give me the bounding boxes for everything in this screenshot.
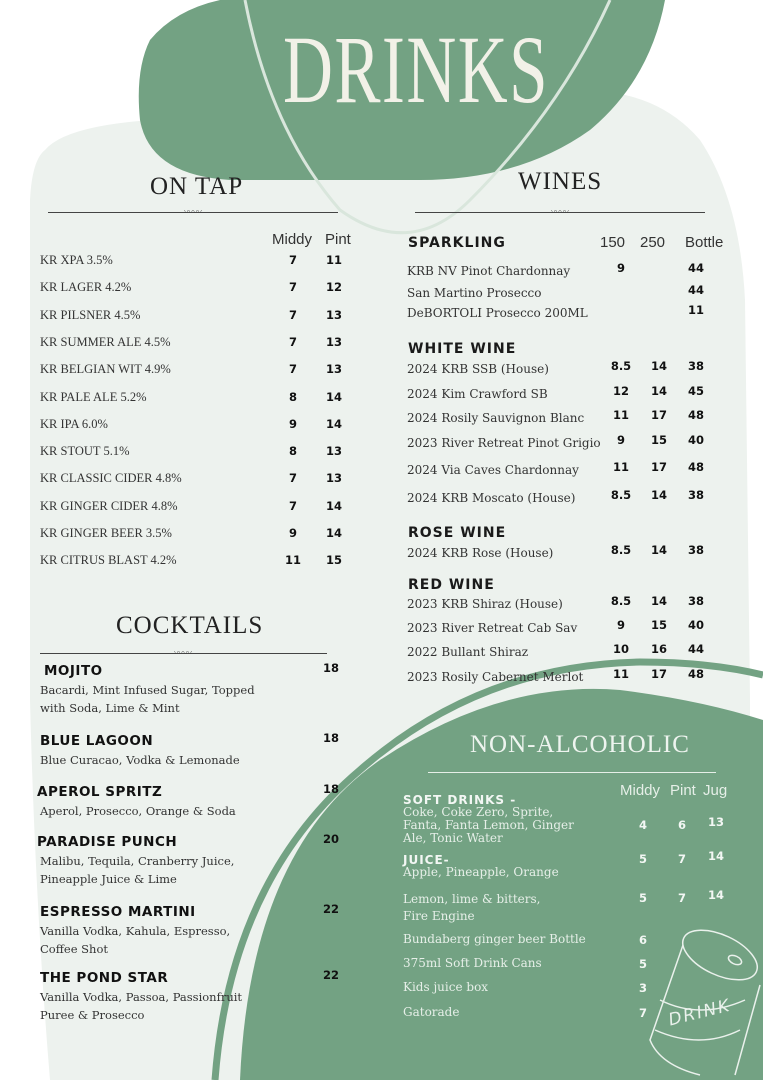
- tap-item-name: KR LAGER 4.2%: [40, 280, 132, 295]
- wine-item-name: 2024 Kim Crawford SB: [407, 387, 548, 401]
- wine-price-250: 14: [650, 384, 668, 398]
- wine-section-heading: ROSE WINE: [408, 525, 507, 541]
- wine-price-150: 9: [616, 261, 626, 275]
- tap-item-middy: 11: [284, 553, 302, 568]
- cocktail-description: Malibu, Tequila, Cranberry Juice, Pineapple Juice & Lime: [40, 854, 235, 886]
- na-price-middy: 4: [638, 818, 648, 832]
- na-price-middy: 7: [638, 1006, 648, 1020]
- na-price-pint: 7: [677, 852, 687, 866]
- wine-price-150: 8.5: [610, 359, 632, 373]
- tap-item-middy: 8: [288, 389, 298, 404]
- col-jug-na: Jug: [703, 782, 728, 799]
- cocktail-price: 22: [322, 902, 340, 916]
- na-price-pint: 7: [677, 891, 687, 905]
- wine-price-bottle: 38: [687, 488, 705, 502]
- wine-price-250: 15: [650, 618, 668, 632]
- wine-price-250: 15: [650, 433, 668, 447]
- cocktail-price: 20: [322, 832, 340, 846]
- na-price-jug: 13: [707, 815, 725, 829]
- wine-price-bottle: 44: [687, 261, 705, 275]
- tap-item-middy: 9: [288, 526, 298, 540]
- wine-price-150: 9: [616, 433, 626, 447]
- wine-price-250: 17: [650, 460, 668, 474]
- col-250: 250: [640, 234, 666, 251]
- cocktail-name: ESPRESSO MARTINI: [40, 904, 196, 920]
- wine-price-bottle: 11: [687, 303, 705, 317]
- wine-price-150: 8.5: [610, 488, 632, 502]
- cocktail-name: APEROL SPRITZ: [37, 784, 163, 800]
- tap-item-pint: 14: [325, 389, 343, 404]
- col-pint: Pint: [325, 231, 351, 248]
- wine-item-name: 2022 Bullant Shiraz: [407, 645, 529, 659]
- tap-item-pint: 13: [325, 362, 343, 377]
- cocktail-name: THE POND STAR: [40, 970, 169, 986]
- wine-price-150: 9: [616, 618, 626, 632]
- tap-item-name: KR STOUT 5.1%: [40, 444, 130, 459]
- cocktail-price: 22: [322, 968, 340, 982]
- wine-item-name: 2023 KRB Shiraz (House): [407, 597, 563, 611]
- cocktail-price: 18: [322, 731, 340, 745]
- wine-price-150: 11: [612, 667, 630, 681]
- cocktail-description: Bacardi, Mint Infused Sugar, Topped with Soda, Lime & Mint: [40, 683, 255, 715]
- tap-item-middy: 7: [288, 307, 298, 322]
- tap-item-middy: 7: [288, 498, 298, 513]
- wine-price-250: 14: [650, 488, 668, 502]
- tap-item-name: KR PALE ALE 5.2%: [40, 389, 147, 404]
- na-price-jug: 14: [707, 888, 725, 902]
- cocktail-description: Aperol, Prosecco, Orange & Soda: [40, 804, 236, 818]
- wine-item-name: 2024 KRB Moscato (House): [407, 491, 576, 505]
- na-item: Coke, Coke Zero, Sprite, Fanta, Fanta Lemon, Ginger Ale, Tonic Water: [403, 805, 574, 845]
- na-heading: SOFT DRINKS -: [403, 793, 517, 807]
- na-item: Bundaberg ginger beer Bottle: [403, 932, 586, 946]
- wine-section-heading: SPARKLING: [408, 235, 506, 251]
- col-middy-na: Middy: [620, 782, 661, 799]
- tap-item-pint: 11: [325, 253, 343, 267]
- on-tap-title: ON TAP: [150, 173, 244, 200]
- wine-item-name: 2023 River Retreat Cab Sav: [407, 621, 578, 635]
- wine-price-bottle: 40: [687, 618, 705, 632]
- tap-item-pint: 13: [325, 471, 343, 486]
- wine-price-bottle: 38: [687, 594, 705, 608]
- tap-item-pint: 14: [325, 526, 343, 540]
- wine-price-bottle: 44: [687, 283, 705, 297]
- page-title: DRINKS: [283, 16, 549, 123]
- na-price-middy: 5: [638, 852, 648, 866]
- tap-item-middy: 7: [288, 280, 298, 295]
- col-150: 150: [600, 234, 626, 251]
- wine-price-150: 8.5: [610, 543, 632, 557]
- cocktail-name: MOJITO: [44, 663, 103, 679]
- wine-item-name: 2024 Rosily Sauvignon Blanc: [407, 411, 585, 425]
- col-middy: Middy: [272, 231, 313, 248]
- tap-item-pint: 15: [325, 553, 343, 568]
- col-pint-na: Pint: [670, 782, 696, 799]
- wine-item-name: 2024 KRB SSB (House): [407, 362, 549, 376]
- wine-price-150: 12: [612, 384, 630, 398]
- na-item: Lemon, lime & bitters, Fire Engine: [403, 892, 541, 923]
- na-heading: JUICE-: [403, 853, 450, 867]
- cocktail-price: 18: [322, 782, 340, 796]
- wine-item-name: 2024 Via Caves Chardonnay: [407, 463, 579, 477]
- tap-item-name: KR CITRUS BLAST 4.2%: [40, 553, 177, 568]
- tap-item-name: KR XPA 3.5%: [40, 253, 113, 267]
- wine-section-heading: RED WINE: [408, 577, 495, 593]
- tap-item-middy: 9: [288, 416, 298, 431]
- cocktail-name: PARADISE PUNCH: [37, 834, 178, 850]
- tap-item-middy: 7: [288, 253, 298, 267]
- wine-price-bottle: 48: [687, 408, 705, 422]
- tap-item-pint: 12: [325, 280, 343, 295]
- tap-item-name: KR IPA 6.0%: [40, 416, 108, 431]
- tap-item-middy: 7: [288, 471, 298, 486]
- wine-section-heading: WHITE WINE: [408, 341, 517, 357]
- wine-price-bottle: 38: [687, 359, 705, 373]
- tap-item-middy: 7: [288, 362, 298, 377]
- na-price-middy: 6: [638, 933, 648, 947]
- cocktail-description: Blue Curacao, Vodka & Lemonade: [40, 753, 240, 767]
- wine-price-250: 16: [650, 642, 668, 656]
- tap-item-pint: 14: [325, 416, 343, 431]
- na-item: Apple, Pineapple, Orange: [403, 865, 559, 879]
- tap-item-name: KR GINGER BEER 3.5%: [40, 526, 172, 540]
- wine-item-name: DeBORTOLI Prosecco 200ML: [407, 306, 588, 320]
- na-price-middy: 5: [638, 891, 648, 905]
- can-label: DRINK: [666, 995, 734, 1031]
- wine-price-150: 11: [612, 460, 630, 474]
- wine-item-name: 2023 River Retreat Pinot Grigio: [407, 436, 601, 450]
- wine-price-bottle: 48: [687, 667, 705, 681]
- wine-price-250: 17: [650, 408, 668, 422]
- wine-price-250: 14: [650, 543, 668, 557]
- wine-price-250: 17: [650, 667, 668, 681]
- na-price-middy: 5: [638, 957, 648, 971]
- wine-price-bottle: 40: [687, 433, 705, 447]
- wine-price-bottle: 38: [687, 543, 705, 557]
- cocktail-price: 18: [322, 661, 340, 675]
- tap-item-middy: 8: [288, 444, 298, 459]
- na-item: Gatorade: [403, 1005, 460, 1019]
- col-bottle: Bottle: [685, 234, 724, 251]
- cocktail-name: BLUE LAGOON: [40, 733, 154, 749]
- cocktail-description: Vanilla Vodka, Kahula, Espresso, Coffee Shot: [40, 924, 231, 956]
- tap-item-pint: 13: [325, 444, 343, 459]
- wine-item-name: San Martino Prosecco: [407, 286, 542, 300]
- tap-item-pint: 13: [325, 307, 343, 322]
- wine-price-250: 14: [650, 359, 668, 373]
- wine-price-150: 10: [612, 642, 630, 656]
- tap-item-pint: 14: [325, 498, 343, 513]
- wines-title: WINES: [518, 168, 603, 195]
- non-alcoholic-title: NON-ALCOHOLIC: [470, 731, 690, 758]
- cocktail-description: Vanilla Vodka, Passoa, Passionfruit Puree & Prosecco: [40, 990, 243, 1022]
- wine-price-bottle: 48: [687, 460, 705, 474]
- wine-item-name: 2023 Rosily Cabernet Merlot: [407, 670, 584, 684]
- tap-item-name: KR GINGER CIDER 4.8%: [40, 498, 178, 513]
- wine-price-250: 14: [650, 594, 668, 608]
- na-item: Kids juice box: [403, 980, 489, 994]
- na-item: 375ml Soft Drink Cans: [403, 956, 542, 970]
- wine-price-bottle: 45: [687, 384, 705, 398]
- cocktails-title: COCKTAILS: [116, 612, 264, 639]
- wine-item-name: 2024 KRB Rose (House): [407, 546, 554, 560]
- drinks-menu: DRINKS ON TAP 〰〰 Middy Pint KR XPA 3.5% 7 11 KR LAGER 4.2% 7 12 KR PILSNER 4.5% 7 13 KR SUMMER ALE 4.5% 7 13 KR BELGIAN WIT 4.9% 7 13 KR PALE ALE 5.2% 8 14 KR IPA 6.0% 9 14 KR STOUT 5.1% 8 13 KR CLASSIC CIDER 4.8% 7 13 KR GINGER CIDER 4.8% 7 14 KR GINGER BEER 3.5% 9 14 KR CITRUS BLAST 4.2% 11 15 WINES 〰〰 150 250 Bottle SPARKLING KRB NV Pinot Chardonnay 9 44 San Martino Prosecco 44 DeBORTOLI Prosecco 200ML 11 WHITE WINE 2024 KRB SSB (House) 8.5 14 38 2024 Kim Crawford SB 12 14 45 2024 Rosily Sauvignon Blanc 11 17 48 2023 River Retreat Pinot Grigio 9 15 40 2024 Via Caves Chardonnay 11 17 48 2024 KRB Moscato (House) 8.5 14 38 ROSE WINE 2024 KRB Rose (House) 8.5 14 38 RED WINE 2023 KRB Shiraz (House) 8.5 14 38 2023 River Retreat Cab Sav 9 15 40 2022 Bullant Shiraz 10 16 44 2023 Rosily Cabernet Merlot 11 17 48 COCKTAILS 〰〰 MOJITO Bacardi, Mint Infused Sugar, Topped with Soda, Lime & Mint 18 BLUE LAGOON Blue Curacao, Vodka & Lemonade 18 APEROL SPRITZ Aperol, Prosecco, Orange & Soda 18 PARADISE PUNCH Malibu, Tequila, Cranberry Juice, Pineapple Juice & Lime 20 ESPRESSO MARTINI Vanilla Vodka, Kahula, Espresso, Coffee Shot 22 THE POND STAR Vanilla Vodka, Passoa, Passionfruit Puree & Prosecco 22 NON-ALCOHOLIC Middy Pint Jug SOFT DRINKS - Coke, Coke Zero, Sprite, Fanta, Fanta Lemon, Ginger Ale, Tonic Water 4 6 13 JUICE- Apple, Pineapple, Orange 5 7 14 Lemon, lime & bitters, Fire Engine 5 7 14 Bundaberg ginger beer Bottle 6 375ml Soft Drink Cans 5 Kids juice box 3 Gatorade 7 DRINK: [0, 0, 763, 1080]
- tap-item-middy: 7: [288, 334, 298, 349]
- tap-item-pint: 13: [325, 334, 343, 349]
- tap-item-name: KR PILSNER 4.5%: [40, 307, 141, 322]
- wine-price-150: 11: [612, 408, 630, 422]
- na-price-middy: 3: [638, 981, 648, 995]
- tap-item-name: KR CLASSIC CIDER 4.8%: [40, 471, 182, 486]
- na-price-jug: 14: [707, 849, 725, 863]
- wine-price-bottle: 44: [687, 642, 705, 656]
- na-price-pint: 6: [677, 818, 687, 832]
- wine-price-150: 8.5: [610, 594, 632, 608]
- tap-item-name: KR BELGIAN WIT 4.9%: [40, 362, 171, 377]
- tap-item-name: KR SUMMER ALE 4.5%: [40, 334, 171, 349]
- wine-item-name: KRB NV Pinot Chardonnay: [407, 264, 571, 278]
